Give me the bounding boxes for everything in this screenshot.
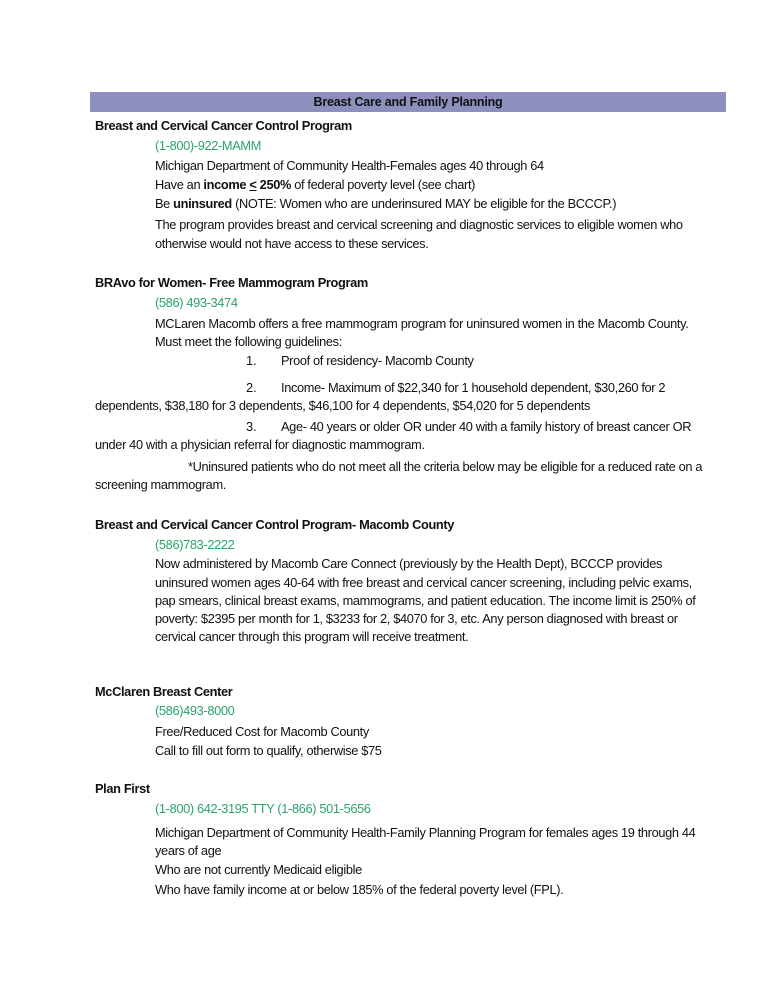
income-pct: 250% [256,177,292,192]
planfirst-line4: Who have family income at or below 185% of the federal poverty level (FPL). [155,882,564,897]
bcccp-desc1: The program provides breast and cervical screening and diagnostic services to eligible women who [155,217,683,232]
bravo-heading: BRAvo for Women- Free Mammogram Program [95,275,368,290]
macomb-phone[interactable]: (586)783-2222 [155,537,235,552]
income-bold: income [203,177,250,192]
guideline-3-text: Age- 40 years or older OR under 40 with a family history of breast cancer OR [281,419,692,434]
planfirst-line2: years of age [155,843,222,858]
be-pre: Be [155,196,174,211]
macomb-line3: pap smears, clinical breast exams, mammograms, and patient education. The income limit is 250% of [155,593,696,608]
mcclaren-line2: Call to fill out form to qualify, otherwise $75 [155,743,382,758]
planfirst-heading: Plan First [95,781,150,796]
guideline-1-number: 1. [246,353,257,368]
macomb-line1: Now administered by Macomb Care Connect (previously by the Health Dept), BCCCP provides [155,556,663,571]
section-banner [90,92,726,112]
bravo-line1: MCLaren Macomb offers a free mammogram program for uninsured women in the Macomb County. [155,316,689,331]
macomb-line4: poverty: $2395 per month for 1, $3233 for 2, $4070 for 3, etc. Any person diagnosed with breast or [155,611,678,626]
planfirst-line3: Who are not currently Medicaid eligible [155,862,362,877]
guideline-3-number: 3. [246,419,257,434]
bravo-note-line2: screening mammogram. [95,477,226,492]
banner-title: Breast Care and Family Planning [313,95,503,109]
be-post: (NOTE: Women who are underinsured MAY be eligible for the BCCCP.) [231,196,617,211]
bravo-line2: Must meet the following guidelines: [155,334,342,349]
bcccp-line1: Michigan Department of Community Health-Females ages 40 through 64 [155,158,544,173]
guideline-2-continued: dependents, $38,180 for 3 dependents, $46,100 for 4 dependents, $54,020 for 5 dependents [95,398,591,413]
guideline-1-text: Proof of residency- Macomb County [281,353,474,368]
bcccp-phone[interactable]: (1-800)-922-MAMM [155,138,262,153]
bcccp-heading: Breast and Cervical Cancer Control Program [95,118,352,133]
bravo-phone[interactable]: (586) 493-3474 [155,295,238,310]
planfirst-line1: Michigan Department of Community Health-Family Planning Program for females ages 19 through 44 [155,825,696,840]
income-post: of federal poverty level (see chart) [291,177,476,192]
mcclaren-line1: Free/Reduced Cost for Macomb County [155,724,369,739]
planfirst-phone[interactable]: (1-800) 642-3195 TTY (1-866) 501-5656 [155,801,371,816]
guideline-2-number: 2. [246,380,257,395]
income-le: < [249,177,257,192]
macomb-line2: uninsured women ages 40-64 with free breast and cervical cancer screening, including pelvic exams, [155,575,692,590]
mcclaren-heading: McClaren Breast Center [95,684,233,699]
income-pre: Have an [155,177,204,192]
guideline-3-continued: under 40 with a physician referral for diagnostic mammogram. [95,437,425,452]
bcccp-desc2: otherwise would not have access to these services. [155,236,429,251]
be-bold: uninsured [173,196,232,211]
mcclaren-phone[interactable]: (586)493-8000 [155,703,235,718]
guideline-2-text: Income- Maximum of $22,340 for 1 household dependent, $30,260 for 2 [281,380,666,395]
macomb-heading: Breast and Cervical Cancer Control Program- Macomb County [95,517,455,532]
bravo-note-line1: *Uninsured patients who do not meet all the criteria below may be eligible for a reduced rate on a [188,459,703,474]
bcccp-uninsured-line [155,195,616,212]
macomb-line5: cervical cancer through this program will receive treatment. [155,629,469,644]
bcccp-income-line [155,176,475,193]
